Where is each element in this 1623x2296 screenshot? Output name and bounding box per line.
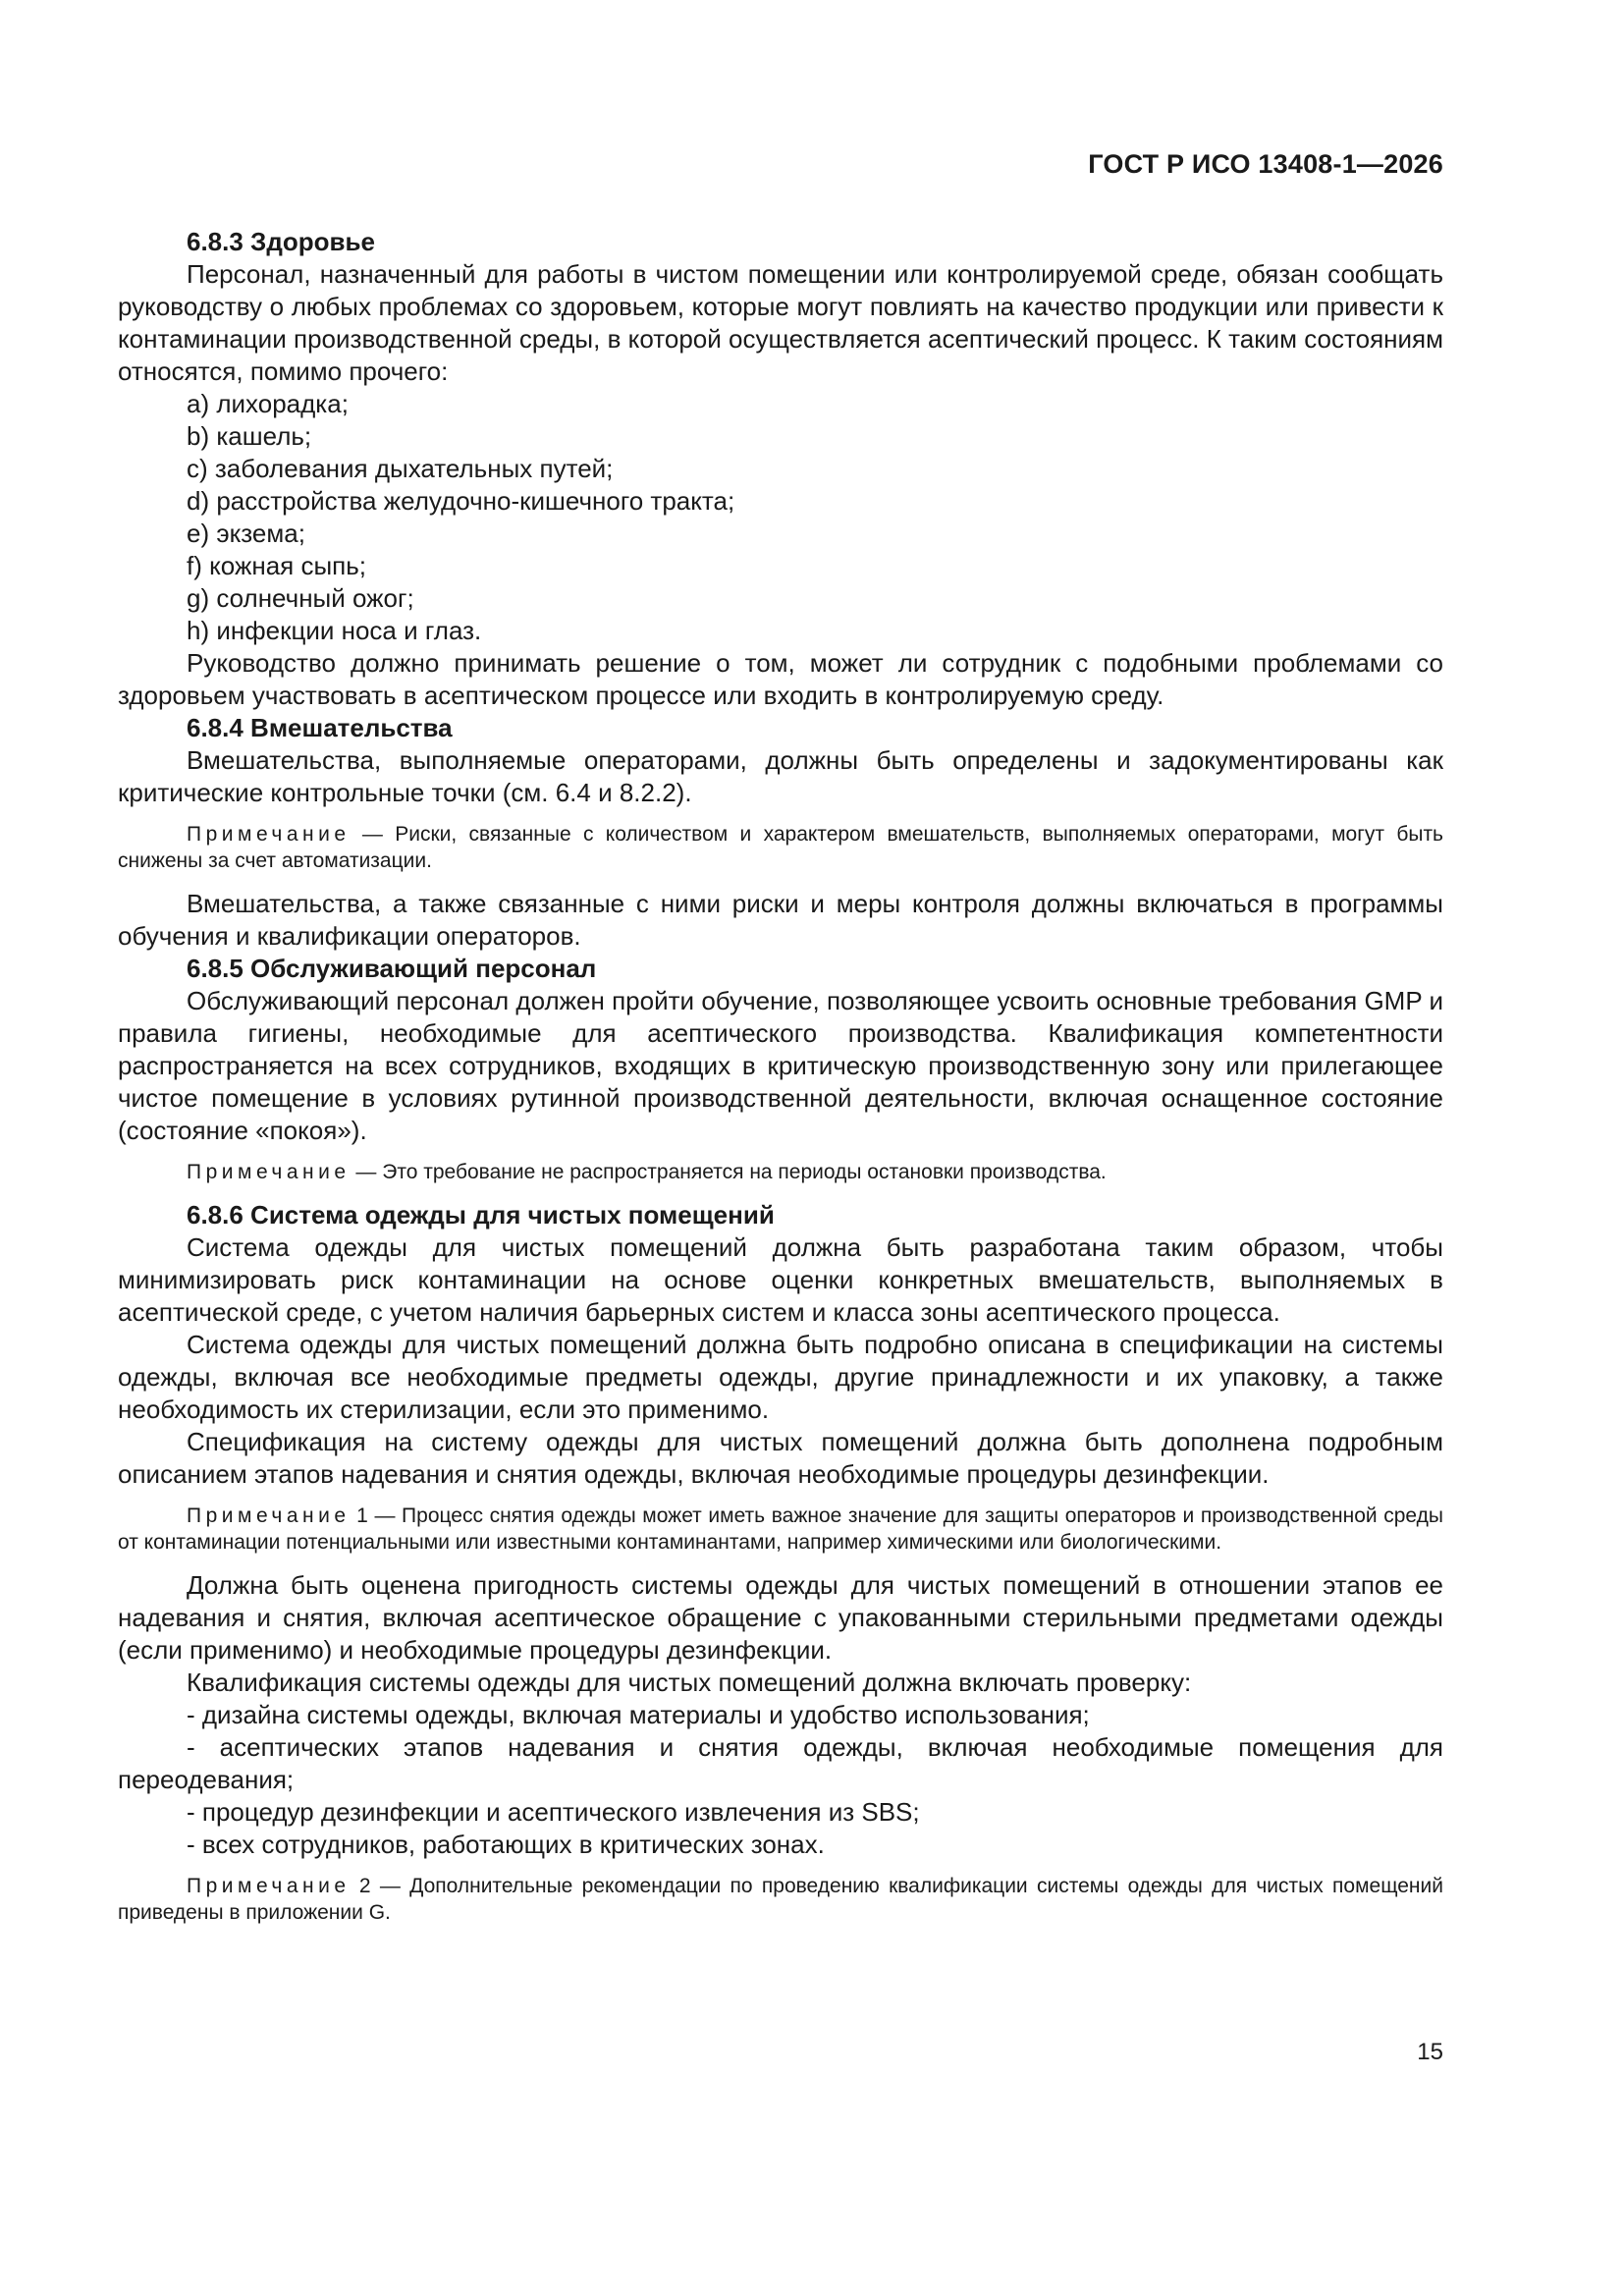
- dash-list-item: - асептических этапов надевания и снятия одежды, включая необходимые помещения для переодевания;: [118, 1732, 1443, 1794]
- section-heading-6-8-5: 6.8.5 Обслуживающий персонал: [187, 954, 597, 983]
- section-6-8-6-paragraph: Система одежды для чистых помещений должна быть разработана таким образом, чтобы минимизировать риск контаминации на основе оценки конкретных вмешательств, выполняемых в асептической среде, с учетом наличия барьерных систем и класса зоны асептического процесса.: [118, 1232, 1443, 1327]
- section-heading-6-8-6: 6.8.6 Система одежды для чистых помещений: [187, 1200, 775, 1230]
- section-6-8-6-paragraph: Квалификация системы одежды для чистых помещений должна включать проверку:: [187, 1667, 1192, 1697]
- section-6-8-6-paragraph: Спецификация на систему одежды для чистых помещений должна быть дополнена подробным описанием этапов надевания и снятия одежды, включая необходимые процедуры дезинфекции.: [118, 1427, 1443, 1489]
- note-label: Примечание: [187, 1504, 351, 1527]
- document-body: [118, 226, 1443, 1926]
- list-item: d) расстройства желудочно-кишечного тракта;: [187, 486, 735, 516]
- section-heading-6-8-4: 6.8.4 Вмешательства: [187, 713, 453, 742]
- section-6-8-3-outro: Руководство должно принимать решение о том, может ли сотрудник с подобными проблемами со здоровьем участвовать в асептическом процессе или входить в контролируемую среду.: [118, 648, 1443, 710]
- note-text: — Риски, связанные с количеством и характером вмешательств, выполняемых операторами, могут быть снижены за счет автоматизации.: [118, 823, 1443, 872]
- note-label: Примечание: [187, 823, 351, 846]
- note-label: Примечание: [187, 1875, 351, 1897]
- note: [118, 821, 1443, 874]
- list-item: b) кашель;: [187, 421, 312, 451]
- section-6-8-4-paragraph: Вмешательства, а также связанные с ними риски и меры контроля должны включаться в программы обучения и квалификации операторов.: [118, 889, 1443, 951]
- list-item: g) солнечный ожог;: [187, 583, 414, 613]
- note-text: 1 — Процесс снятия одежды может иметь важное значение для защиты операторов и производственной среды от контаминации потенциальными или известными контаминантами, например химическими или биологическими.: [118, 1504, 1443, 1554]
- section-6-8-3-intro: Персонал, назначенный для работы в чистом помещении или контролируемой среде, обязан сообщать руководству о любых проблемах со здоровьем, которые могут повлиять на качество продукции или привести к контаминации производственной среды, в которой осуществляется асептический процесс. К таким состояниям относятся, помимо прочего:: [118, 259, 1443, 386]
- section-6-8-6-paragraph: Система одежды для чистых помещений должна быть подробно описана в спецификации на системы одежды, включая все необходимые предметы одежды, другие принадлежности и их упаковку, а также необходимость их стерилизации, если это применимо.: [118, 1330, 1443, 1424]
- section-6-8-6-paragraph: Должна быть оценена пригодность системы одежды для чистых помещений в отношении этапов ее надевания и снятия, включая асептическое обращение с упакованными стерильными предметами одежды (если применимо) и необходимые процедуры дезинфекции.: [118, 1570, 1443, 1665]
- section-6-8-5-paragraph: Обслуживающий персонал должен пройти обучение, позволяющее усвоить основные требования GMP и правила гигиены, необходимые для асептического производства. Квалификация компетентности распространяется на всех сотрудников, входящих в критическую производственную зону или прилегающее чистое помещение в условиях рутинной производственной деятельности, включая оснащенное состояние (состояние «покоя»).: [118, 986, 1443, 1145]
- dash-list-item: - процедур дезинфекции и асептического извлечения из SBS;: [187, 1797, 920, 1827]
- page-number: 15: [1417, 2039, 1443, 2065]
- note-label: Примечание: [187, 1161, 351, 1183]
- note: [118, 1503, 1443, 1556]
- dash-list-item: - дизайна системы одежды, включая материалы и удобство использования;: [187, 1700, 1090, 1729]
- note: [118, 1159, 1443, 1185]
- list-item: c) заболевания дыхательных путей;: [187, 454, 614, 483]
- list-item: h) инфекции носа и глаз.: [187, 616, 482, 645]
- note-text: 2 — Дополнительные рекомендации по проведению квалификации системы одежды для чистых помещений приведены в приложении G.: [118, 1875, 1443, 1924]
- note: [118, 1873, 1443, 1926]
- section-heading-6-8-3: 6.8.3 Здоровье: [187, 227, 375, 256]
- section-6-8-4-paragraph: Вмешательства, выполняемые операторами, должны быть определены и задокументированы как критические контрольные точки (см. 6.4 и 8.2.2).: [118, 745, 1443, 807]
- list-item: f) кожная сыпь;: [187, 551, 366, 580]
- note-text: — Это требование не распространяется на периоды остановки производства.: [350, 1161, 1107, 1183]
- document-header: ГОСТ Р ИСО 13408-1—2026: [1088, 149, 1443, 179]
- list-item: e) экзема;: [187, 519, 305, 548]
- list-item: a) лихорадка;: [187, 389, 349, 418]
- dash-list-item: - всех сотрудников, работающих в критических зонах.: [187, 1830, 825, 1859]
